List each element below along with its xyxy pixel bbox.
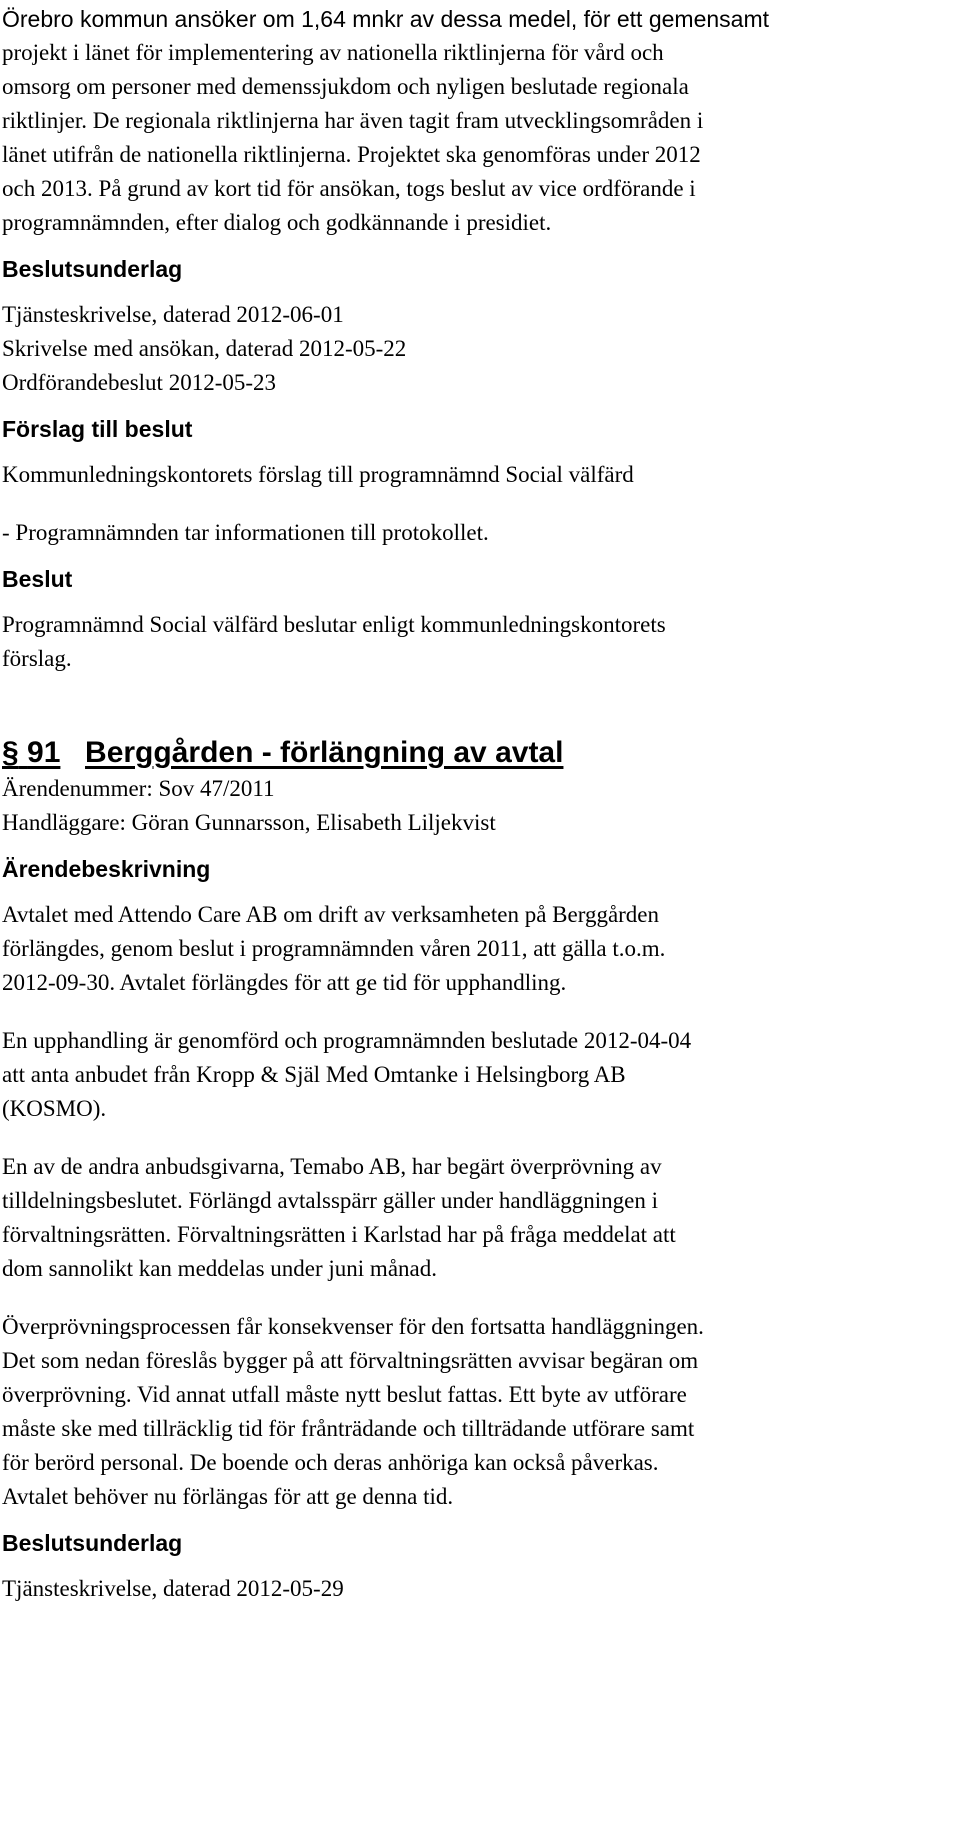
text-line: länet utifrån de nationella riktlinjerna. Projektet ska genomföras under 2012 <box>2 142 701 167</box>
text-line: Programnämnd Social välfärd beslutar enligt kommunledningskontorets <box>2 612 666 637</box>
text-line: måste ske med tillräcklig tid för frånträdande och tillträdande utförare samt <box>2 1416 695 1441</box>
text-line: omsorg om personer med demenssjukdom och nyligen beslutade regionala <box>2 74 689 99</box>
text-line: projekt i länet för implementering av nationella riktlinjerna för vård och <box>2 40 664 65</box>
text-line: Det som nedan föreslås bygger på att förvaltningsrätten avvisar begäran om <box>2 1348 699 1373</box>
text-line: (KOSMO). <box>2 1096 107 1121</box>
description-paragraph <box>2 1024 960 1126</box>
text-line: Överprövningsprocessen får konsekvenser för den fortsatta handläggningen. <box>2 1314 704 1339</box>
list-item: Tjänsteskrivelse, daterad 2012-05-29 <box>2 1576 344 1601</box>
arendenummer: Ärendenummer: Sov 47/2011 <box>2 776 275 801</box>
list-item: Ordförandebeslut 2012-05-23 <box>2 370 277 395</box>
text-line: tilldelningsbeslutet. Förlängd avtalsspärr gäller under handläggningen i <box>2 1188 658 1213</box>
text-line: En av de andra anbudsgivarna, Temabo AB, har begärt överprövning av <box>2 1154 662 1179</box>
text-line: förslag. <box>2 646 72 671</box>
beslut-heading: Beslut <box>2 566 73 592</box>
text-line: och 2013. På grund av kort tid för ansökan, togs beslut av vice ordförande i <box>2 176 696 201</box>
text-line: för berörd personal. De boende och deras anhöriga kan också påverkas. <box>2 1450 659 1475</box>
text-line: förvaltningsrätten. Förvaltningsrätten i Karlstad har på fråga meddelat att <box>2 1222 676 1247</box>
text-line: riktlinjer. De regionala riktlinjerna har även tagit fram utvecklingsområden i <box>2 108 704 133</box>
text-line: programnämnden, efter dialog och godkännande i presidiet. <box>2 210 552 235</box>
text-line: En upphandling är genomförd och programnämnden beslutade 2012-04-04 <box>2 1028 692 1053</box>
text-line: Avtalet med Attendo Care AB om drift av verksamheten på Berggården <box>2 902 660 927</box>
description-paragraph <box>2 1150 960 1286</box>
text-line: förlängdes, genom beslut i programnämnden våren 2011, att gälla t.o.m. <box>2 936 666 961</box>
forslag-heading: Förslag till beslut <box>2 416 193 442</box>
handlaggare: Handläggare: Göran Gunnarsson, Elisabeth Liljekvist <box>2 810 496 835</box>
text-line: 2012-09-30. Avtalet förlängdes för att ge tid för upphandling. <box>2 970 567 995</box>
section-title: Berggården - förlängning av avtal <box>85 736 564 769</box>
beslutsunderlag-list <box>2 298 960 400</box>
paragraph-sign: § <box>2 736 19 769</box>
text-line: att anta anbudet från Kropp & Själ Med Omtanke i Helsingborg AB <box>2 1062 626 1087</box>
list-item: Tjänsteskrivelse, daterad 2012-06-01 <box>2 302 344 327</box>
beslutsunderlag-heading: Beslutsunderlag <box>2 256 183 282</box>
forslag-item: - Programnämnden tar informationen till protokollet. <box>2 520 489 545</box>
section-heading <box>2 734 960 772</box>
section-number: 91 <box>27 736 61 769</box>
text-line: överprövning. Vid annat utfall måste nytt beslut fattas. Ett byte av utförare <box>2 1382 687 1407</box>
beslut-text <box>2 608 960 676</box>
text-line: Avtalet behöver nu förlängas för att ge denna tid. <box>2 1484 454 1509</box>
description-paragraph <box>2 1310 960 1514</box>
case-meta <box>2 772 960 840</box>
beslutsunderlag-heading-2: Beslutsunderlag <box>2 1530 183 1556</box>
beslutsunderlag-list-2 <box>2 1572 960 1606</box>
text-line: dom sannolikt kan meddelas under juni månad. <box>2 1256 437 1281</box>
arendebeskrivning-heading: Ärendebeskrivning <box>2 856 211 882</box>
text-line: Örebro kommun ansöker om 1,64 mnkr av dessa medel, för ett gemensamt <box>2 6 769 32</box>
list-item: Skrivelse med ansökan, daterad 2012-05-22 <box>2 336 407 361</box>
description-paragraph <box>2 898 960 1000</box>
intro-paragraph <box>2 2 960 240</box>
forslag-line: Kommunledningskontorets förslag till programnämnd Social välfärd <box>2 462 634 487</box>
